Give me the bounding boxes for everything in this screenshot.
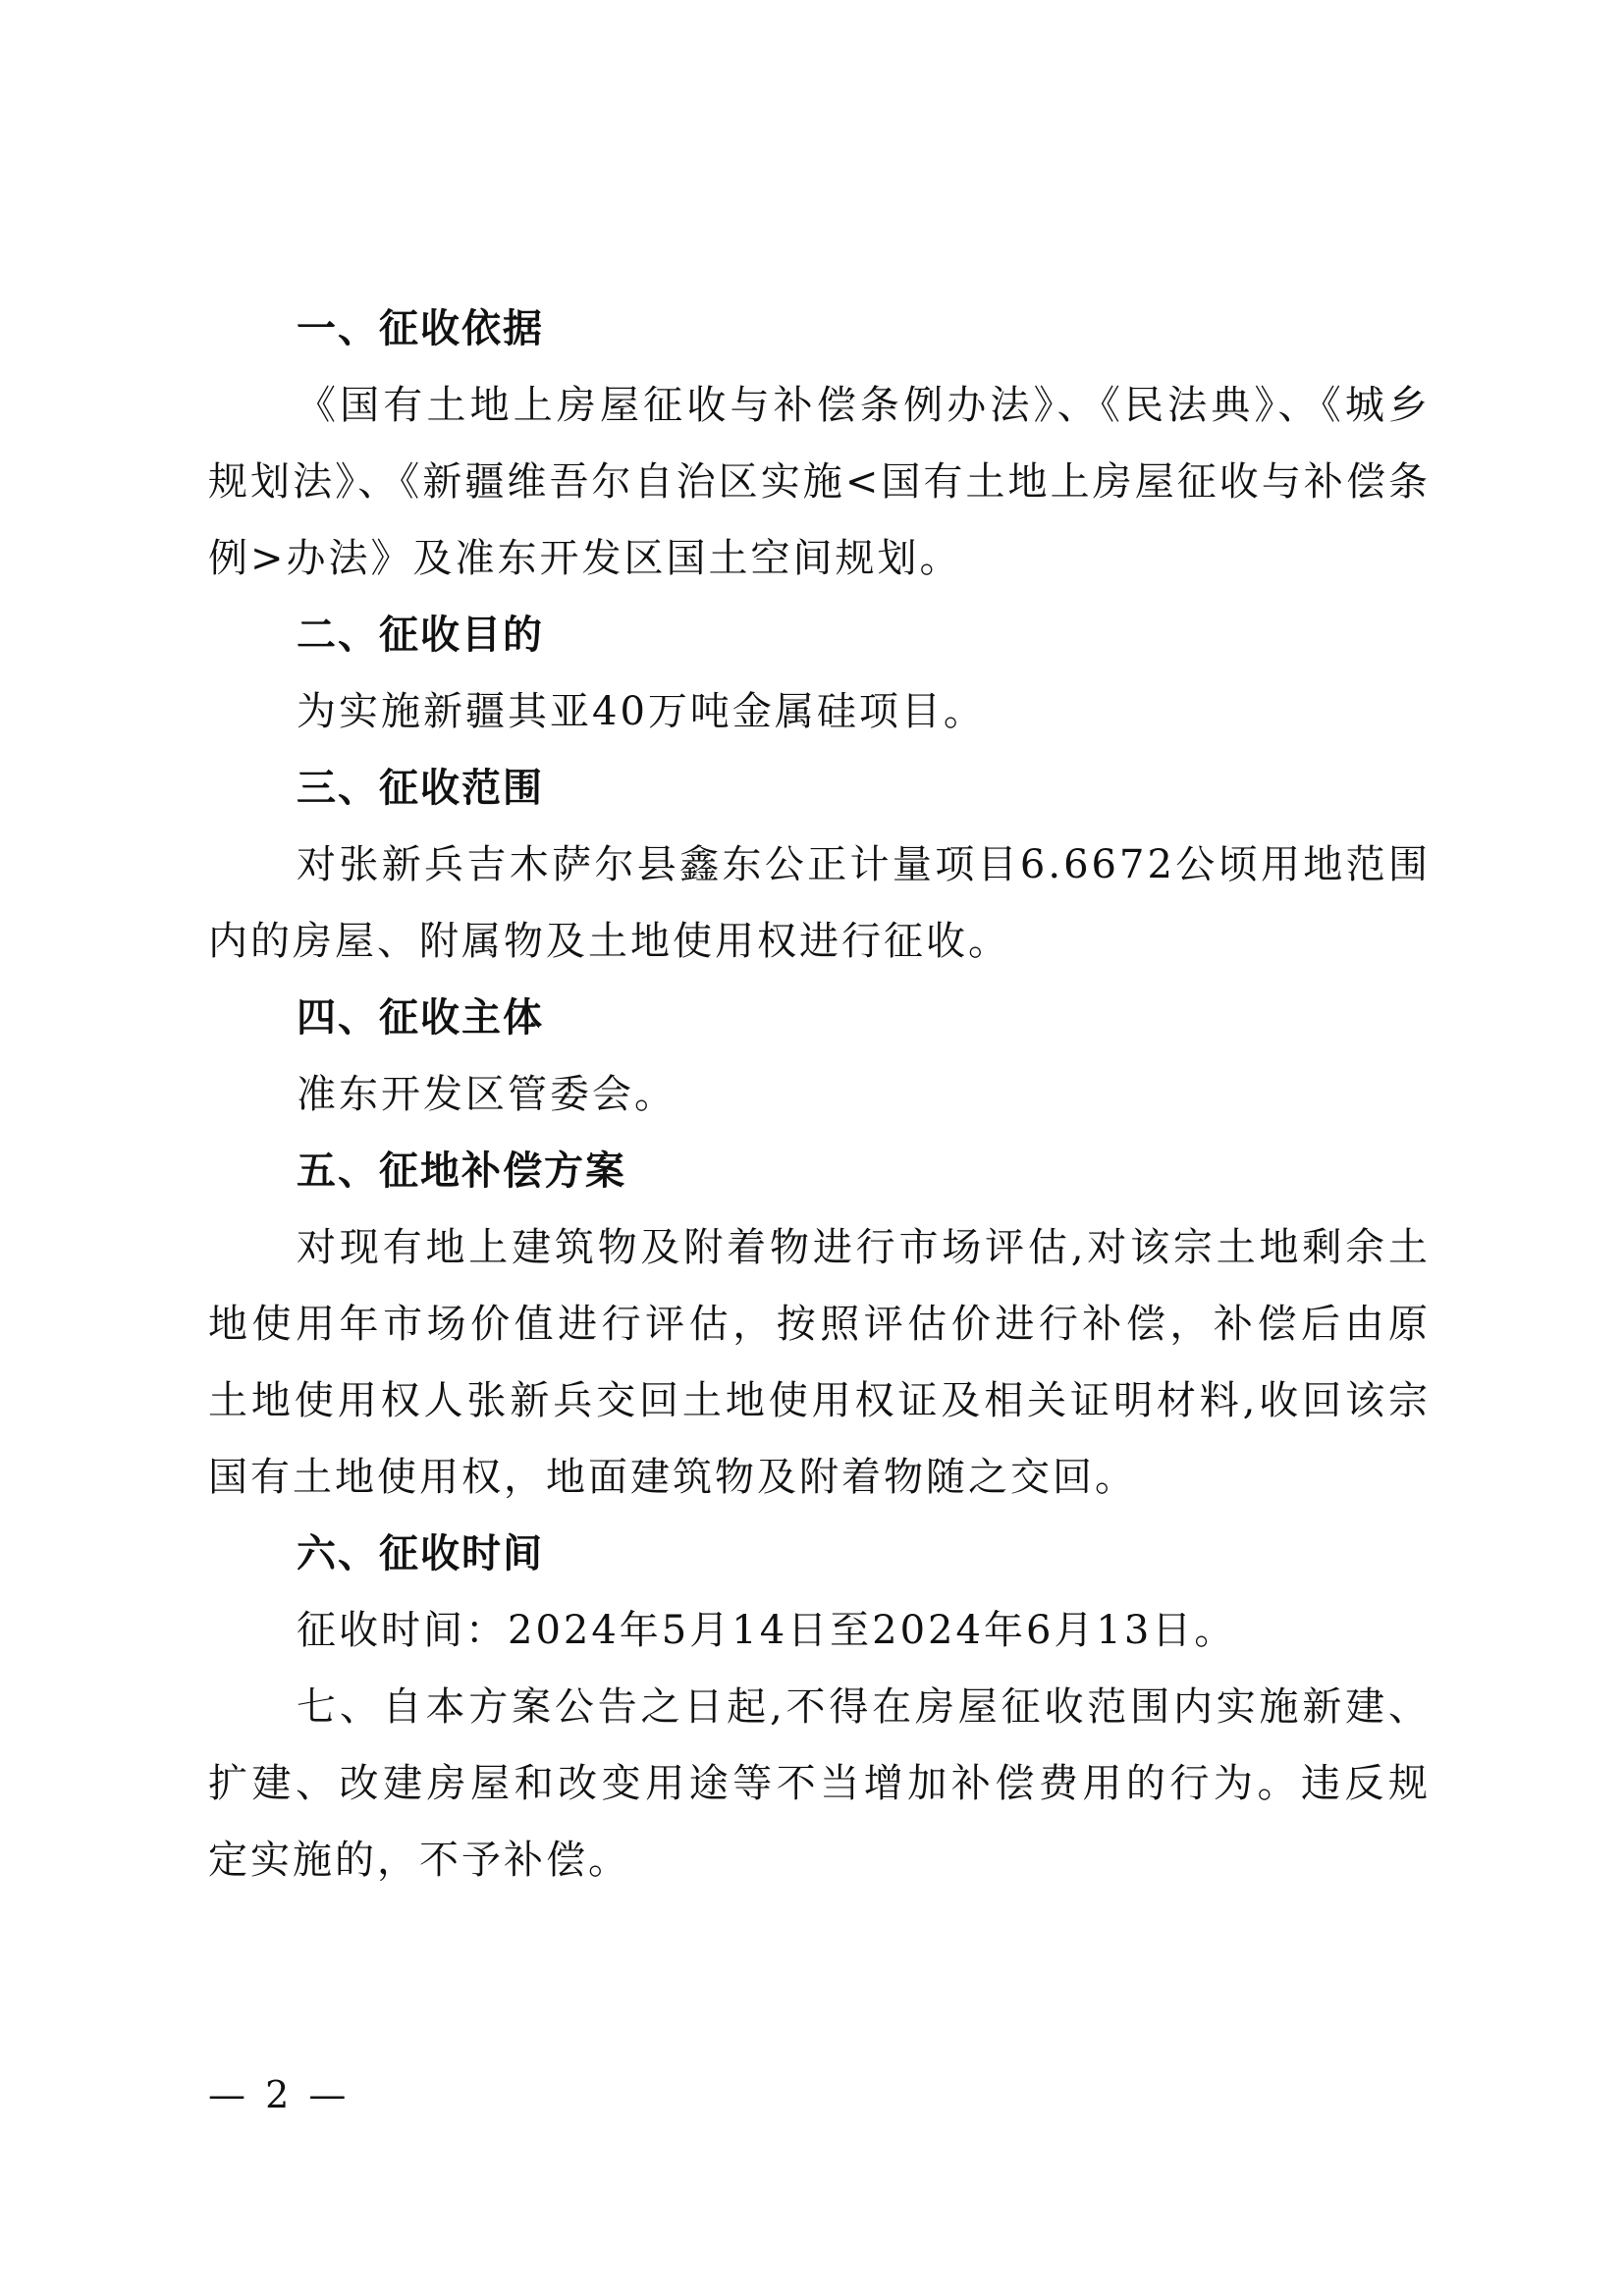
section-body-compensation: 对现有地上建筑物及附着物进行市场评估,对该宗土地剩余土地使用年市场价值进行评估，按照评估价进行补偿，补偿后由原土地使用权人张新兵交回土地使用权证及相关证明材料,收回该宗国有土地使用权，地面建筑物及附着物随之交回。 [208, 1225, 1431, 1500]
section-body-time: 征收时间：2024年5月14日至2024年6月13日。 [297, 1608, 1237, 1653]
section-heading-scope: 三、征收范围 [297, 766, 544, 811]
section-heading-compensation: 五、征地补偿方案 [297, 1148, 626, 1194]
section-body-subject: 准东开发区管委会。 [297, 1072, 677, 1117]
section-heading-basis: 一、征收依据 [297, 306, 544, 351]
section-heading-time: 六、征收时间 [297, 1531, 544, 1576]
section-body-scope: 对张新兵吉木萨尔县鑫东公正计量项目6.6672公顷用地范围内的房屋、附属物及土地使用权进行征收。 [208, 842, 1431, 964]
section-heading-purpose: 二、征收目的 [297, 613, 544, 658]
page-number: — 2 — [208, 2073, 351, 2116]
section-heading-subject: 四、征收主体 [297, 995, 544, 1041]
section-clause-seven: 七、自本方案公告之日起,不得在房屋征收范围内实施新建、扩建、改建房屋和改变用途等不当增加补偿费用的行为。违反规定实施的，不予补偿。 [208, 1684, 1431, 1883]
section-body-purpose: 为实施新疆其亚40万吨金属硅项目。 [297, 689, 986, 734]
section-body-basis: 《国有土地上房屋征收与补偿条例办法》、《民法典》、《城乡规划法》、《新疆维吾尔自治区实施<国有土地上房屋征收与补偿条例>办法》及准东开发区国土空间规划。 [208, 383, 1431, 581]
document-body [208, 291, 1431, 1898]
